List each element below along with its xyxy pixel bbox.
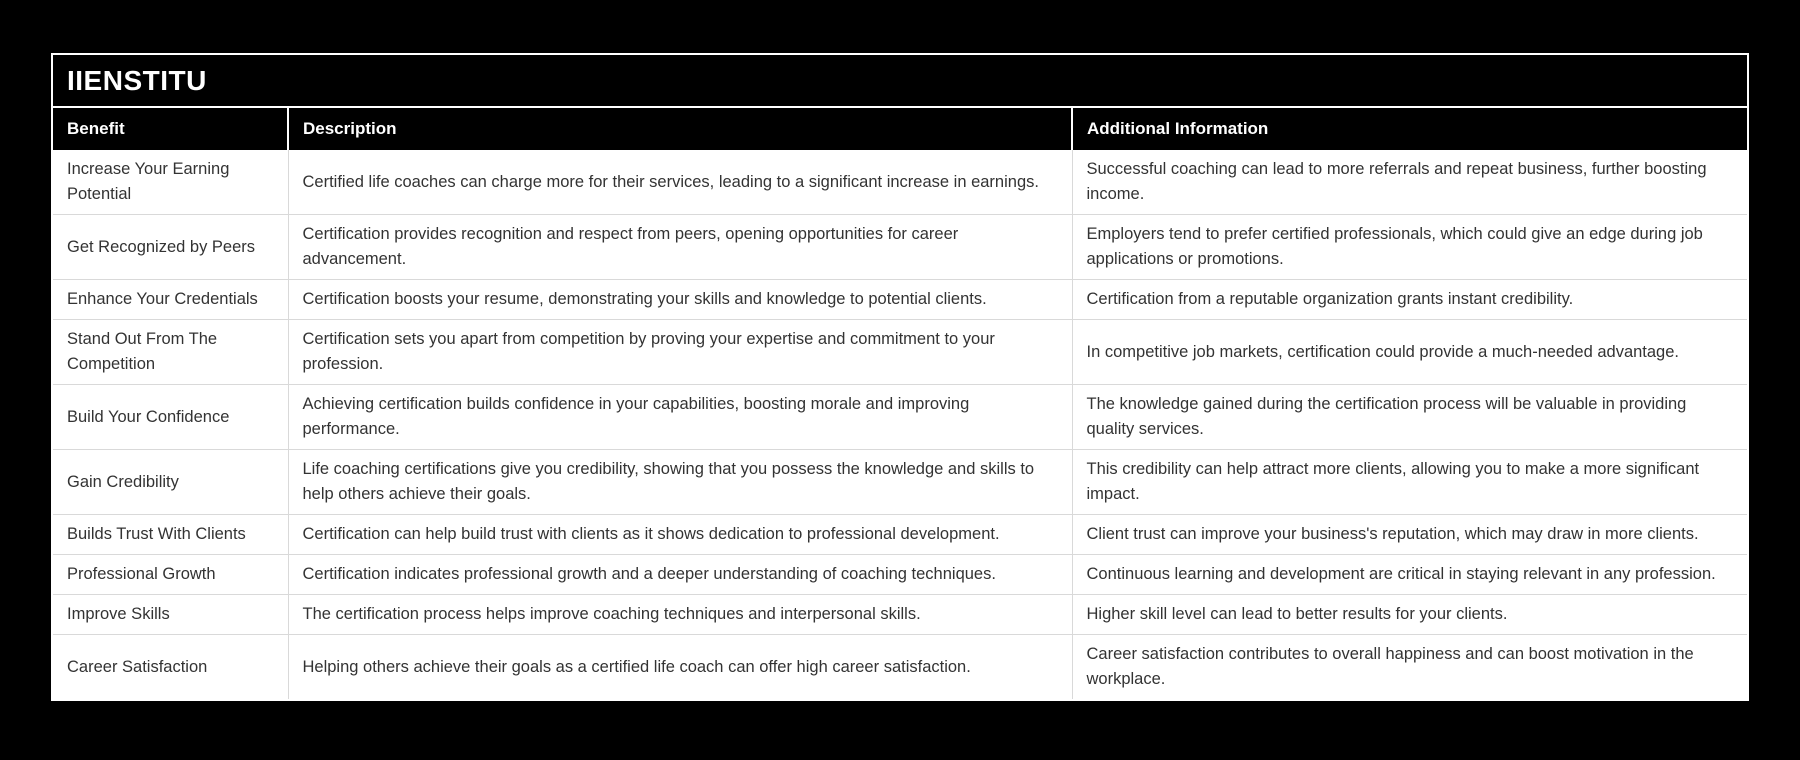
table-row <box>53 450 1747 515</box>
table-row <box>53 320 1747 385</box>
table-row <box>53 280 1747 320</box>
description-cell: Certification boosts your resume, demonstrating your skills and knowledge to potential clients. <box>288 280 1072 320</box>
table-row <box>53 515 1747 555</box>
table-row <box>53 555 1747 595</box>
benefits-table <box>53 108 1747 699</box>
additional-info-cell: Continuous learning and development are critical in staying relevant in any profession. <box>1072 555 1747 595</box>
column-header-benefit: Benefit <box>53 108 288 150</box>
benefit-cell: Enhance Your Credentials <box>53 280 288 320</box>
benefit-cell: Get Recognized by Peers <box>53 215 288 280</box>
benefit-cell: Gain Credibility <box>53 450 288 515</box>
description-cell: Certification indicates professional growth and a deeper understanding of coaching techniques. <box>288 555 1072 595</box>
additional-info-cell: Employers tend to prefer certified professionals, which could give an edge during job applications or promotions. <box>1072 215 1747 280</box>
additional-info-cell: Certification from a reputable organization grants instant credibility. <box>1072 280 1747 320</box>
benefit-cell: Increase Your Earning Potential <box>53 150 288 215</box>
description-cell: The certification process helps improve coaching techniques and interpersonal skills. <box>288 595 1072 635</box>
additional-info-cell: In competitive job markets, certification could provide a much-needed advantage. <box>1072 320 1747 385</box>
column-header-description: Description <box>288 108 1072 150</box>
table-title: IIENSTITU <box>53 55 1747 108</box>
benefits-table-frame <box>51 53 1749 701</box>
description-cell: Certification provides recognition and respect from peers, opening opportunities for career advancement. <box>288 215 1072 280</box>
benefit-cell: Builds Trust With Clients <box>53 515 288 555</box>
table-row <box>53 215 1747 280</box>
table-row <box>53 385 1747 450</box>
header-row <box>53 108 1747 150</box>
benefit-cell: Improve Skills <box>53 595 288 635</box>
column-header-additional-information: Additional Information <box>1072 108 1747 150</box>
table-row <box>53 150 1747 215</box>
additional-info-cell: Successful coaching can lead to more referrals and repeat business, further boosting income. <box>1072 150 1747 215</box>
additional-info-cell: This credibility can help attract more clients, allowing you to make a more significant impact. <box>1072 450 1747 515</box>
benefit-cell: Career Satisfaction <box>53 635 288 700</box>
description-cell: Life coaching certifications give you credibility, showing that you possess the knowledge and skills to help others achieve their goals. <box>288 450 1072 515</box>
description-cell: Certification sets you apart from competition by proving your expertise and commitment to your profession. <box>288 320 1072 385</box>
benefit-cell: Stand Out From The Competition <box>53 320 288 385</box>
description-cell: Achieving certification builds confidence in your capabilities, boosting morale and improving performance. <box>288 385 1072 450</box>
description-cell: Certified life coaches can charge more for their services, leading to a significant increase in earnings. <box>288 150 1072 215</box>
table-row <box>53 595 1747 635</box>
additional-info-cell: Higher skill level can lead to better results for your clients. <box>1072 595 1747 635</box>
additional-info-cell: The knowledge gained during the certification process will be valuable in providing quality services. <box>1072 385 1747 450</box>
benefit-cell: Professional Growth <box>53 555 288 595</box>
table-row <box>53 635 1747 700</box>
additional-info-cell: Career satisfaction contributes to overall happiness and can boost motivation in the workplace. <box>1072 635 1747 700</box>
benefit-cell: Build Your Confidence <box>53 385 288 450</box>
additional-info-cell: Client trust can improve your business's reputation, which may draw in more clients. <box>1072 515 1747 555</box>
description-cell: Helping others achieve their goals as a certified life coach can offer high career satisfaction. <box>288 635 1072 700</box>
description-cell: Certification can help build trust with clients as it shows dedication to professional development. <box>288 515 1072 555</box>
